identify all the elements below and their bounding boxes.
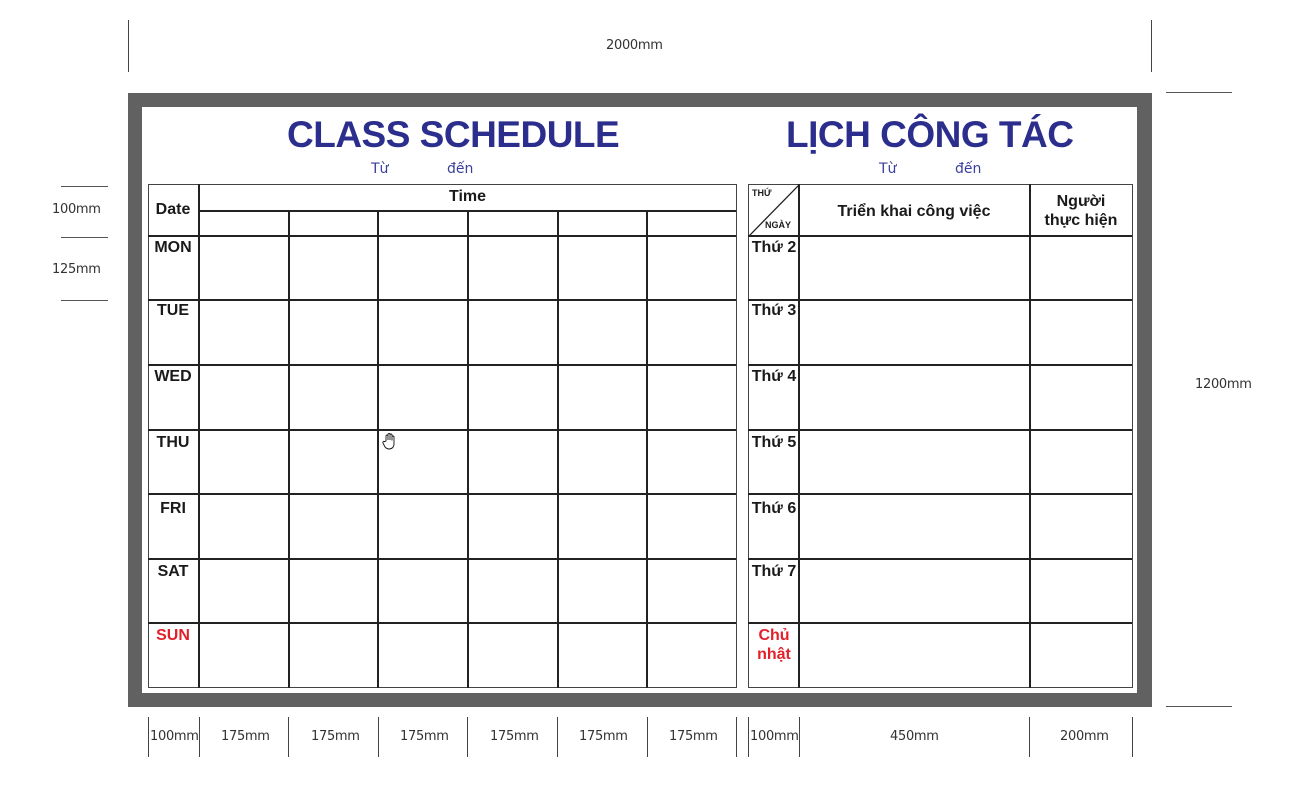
top-dimension-left-tick [128, 20, 129, 72]
header-row-height-label: 100mm [52, 202, 101, 217]
weekday-label-6: Thứ 6 [751, 500, 797, 517]
grid-line [467, 210, 469, 688]
task-header: Triển khai công việc [837, 203, 991, 220]
col-width-label: 175mm [490, 729, 539, 744]
grid-line [288, 210, 290, 688]
grid-line [646, 210, 648, 688]
day-label-thu: THU [156, 434, 190, 451]
col-dim-tick [557, 717, 558, 757]
col-dim-tick [467, 717, 468, 757]
col-dim-tick [1132, 717, 1133, 757]
grid-line [557, 210, 559, 688]
day-label-sun: SUN [156, 627, 190, 644]
grid-line [748, 429, 1132, 431]
right-dimension-top-tick [1166, 92, 1232, 93]
sunday-label-line2: nhật [757, 646, 791, 663]
col-width-label: 175mm [669, 729, 718, 744]
weekday-label-3: Thứ 3 [751, 302, 797, 319]
grid-line [148, 364, 736, 366]
col-dim-tick [378, 717, 379, 757]
grid-line [377, 210, 379, 688]
col-width-label: 175mm [221, 729, 270, 744]
hand-cursor-icon [381, 432, 399, 452]
day-label-fri: FRI [160, 500, 186, 517]
grid-line [748, 558, 1132, 560]
left-dimension-tick-1 [61, 186, 108, 187]
class-schedule-title: CLASS SCHEDULE [287, 114, 620, 155]
total-height-label: 1200mm [1195, 377, 1252, 392]
grid-line [148, 558, 736, 560]
day-label-wed: WED [154, 368, 192, 385]
day-label-tue: TUE [157, 302, 189, 319]
corner-label-ngay: NGÀY [765, 220, 792, 230]
col-width-label: 175mm [400, 729, 449, 744]
col-width-label: 100mm [150, 729, 199, 744]
grid-line [148, 235, 736, 237]
weekday-label-4: Thứ 4 [751, 368, 797, 385]
work-schedule-table [748, 184, 1133, 688]
grid-line [198, 210, 736, 212]
work-schedule-to-label: đến [955, 161, 982, 177]
class-schedule-table [148, 184, 737, 688]
col-dim-tick [148, 717, 149, 757]
weekday-label-7: Thứ 7 [751, 563, 797, 580]
col-dim-tick [736, 717, 737, 757]
day-row-height-label: 125mm [52, 262, 101, 277]
grid-line [198, 184, 200, 688]
col-width-label: 175mm [579, 729, 628, 744]
col-width-label: 450mm [890, 729, 939, 744]
col-dim-tick [748, 717, 749, 757]
left-dimension-tick-3 [61, 300, 108, 301]
day-label-mon: MON [154, 239, 192, 256]
grid-line [748, 299, 1132, 301]
grid-line [748, 364, 1132, 366]
col-width-label: 200mm [1060, 729, 1109, 744]
grid-line [748, 622, 1132, 624]
date-header: Date [155, 201, 191, 218]
sunday-label-line1: Chủ [758, 627, 790, 644]
grid-line [748, 235, 1132, 237]
total-width-label: 2000mm [606, 38, 663, 53]
work-schedule-from-label: Từ [879, 161, 897, 177]
assignee-header-line1: Người [1056, 193, 1106, 210]
grid-line [1029, 184, 1031, 688]
grid-line [148, 622, 736, 624]
left-dimension-tick-2 [61, 237, 108, 238]
grid-line [748, 493, 1132, 495]
right-dimension-bottom-tick [1166, 706, 1232, 707]
col-dim-tick [199, 717, 200, 757]
corner-label-thu: THỨ [752, 188, 772, 198]
weekday-label-5: Thứ 5 [751, 434, 797, 451]
time-header: Time [448, 188, 487, 205]
grid-line [148, 299, 736, 301]
grid-line [148, 493, 736, 495]
col-dim-tick [647, 717, 648, 757]
grid-line [148, 429, 736, 431]
col-width-label: 175mm [311, 729, 360, 744]
assignee-header-line2: thực hiện [1044, 212, 1118, 229]
day-label-sat: SAT [157, 563, 189, 580]
work-schedule-title: LỊCH CÔNG TÁC [786, 114, 1074, 155]
col-dim-tick [1029, 717, 1030, 757]
col-width-label: 100mm [750, 729, 799, 744]
class-schedule-from-label: Từ [371, 161, 389, 177]
col-dim-tick [288, 717, 289, 757]
col-dim-tick [799, 717, 800, 757]
top-dimension-right-tick [1151, 20, 1152, 72]
weekday-label-2: Thứ 2 [751, 239, 797, 256]
class-schedule-to-label: đến [447, 161, 474, 177]
